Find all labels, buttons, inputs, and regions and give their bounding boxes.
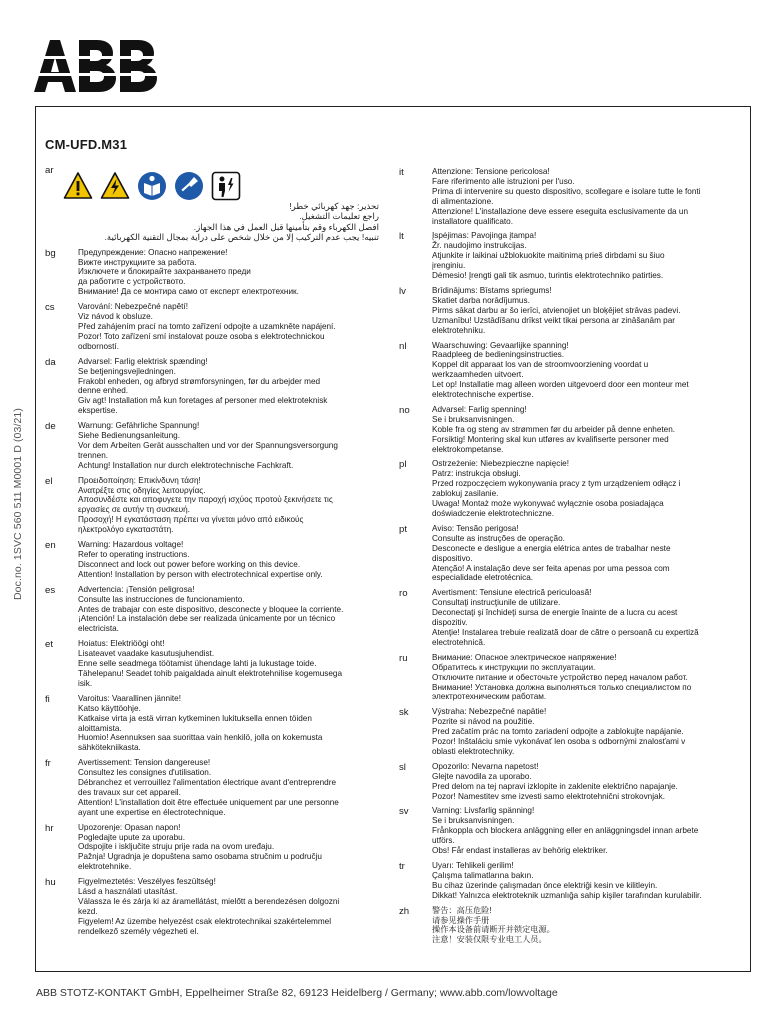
warning-entry-bg [45, 248, 397, 298]
warning-entry-fr [45, 758, 397, 817]
warning-text: Varování: Nebezpečné napětí! Viz návod k obsluze. Před zahájením prací na tomto zařízení odpojte a uzamkněte napájení. Pozor! Toto zařízení smí instalovat pouze osoba s elektrotechnickou odborností. [78, 302, 336, 351]
warning-text: Uyarı: Tehlikeli gerilim! Çalışma talimatlarına bakın. Bu cihaz üzerinde çalışmadan önce elektriği kesin ve kilitleyin. Dikkat! Yalnızca elektroteknik uzmanlığa sahip kişiler tarafından kurulabilir. [432, 861, 702, 900]
warning-entry-hr [45, 823, 397, 873]
product-title: CM-UFD.M31 [45, 137, 128, 152]
language-code: el [45, 475, 53, 487]
warning-entry-no [399, 405, 749, 455]
language-code: tr [399, 861, 405, 872]
warning-text: Výstraha: Nebezpečné napätie! Pozrite si návod na použitie. Pred začatím prác na tomto zariadení odpojte a zablokujte napájanie. Pozor! Inštaláciu smie vykonávať len osoba s odbornými znalosťami v oblasti elektrotechniky. [432, 707, 686, 756]
language-code: nl [399, 340, 407, 352]
abb-logo [34, 40, 158, 92]
warning-entry-hu [45, 877, 397, 936]
warning-entry-de [45, 421, 397, 471]
instruction-sheet [35, 106, 751, 972]
warning-entry-es [45, 585, 397, 635]
warning-text: Advarsel: Farlig spenning! Se i bruksanvisningen. Koble fra og steng av strømmen før du arbeider på denne enheten. Forsiktig! Montering skal kun utføres av kvalifiserte personer med elektrokompetanse. [432, 404, 676, 454]
warning-entry-cs [45, 302, 397, 352]
warning-entry-et [45, 639, 397, 689]
language-code: it [399, 167, 404, 178]
warning-text: Waarschuwing: Gevaarlijke spanning! Raadpleeg de bedieningsinstructies. Koppel dit apparaat los van de stroomvoorziening voordat u werkzaamheden uitvoert. Let op! Installatie mag alleen worden uitgevoerd door een monteur met elektrotechnische expertise. [432, 340, 689, 400]
warning-text: Varoitus: Vaarallinen jännite! Katso käyttöohje. Katkaise virta ja estä virran kytkeminen lukituksella ennen töiden aloittamista. Huomio! Asennuksen saa suorittaa vain henkilö, jolla on kokemusta sähkötekniikasta. [78, 693, 323, 753]
warning-entry-it [399, 167, 749, 226]
warning-entry-ro [399, 588, 749, 647]
warning-entry-pl [399, 459, 749, 518]
warning-text: 警告：高压危险! 请参见操作手册 操作本设备前请断开并锁定电源。 注意！安装仅限专业电工人员。 [432, 905, 555, 945]
language-code: no [399, 404, 410, 416]
language-code: sv [399, 806, 409, 818]
warning-text: Warnung: Gefährliche Spannung! Siehe Bedienungsanleitung. Vor dem Arbeiten Gerät ausschalten und vor der Spannungsversorgung trennen. Achtung! Installation nur durch elektrotechnische Fachkraft. [78, 421, 338, 470]
warning-text: Brīdinājums: Bīstams spriegums! Skatiet darba norādījumus. Pirms sākat darbu ar šo ierīci, atvienojiet un bloķējiet strāvas padevi. Uzmanību! Uzstādīšanu drīkst veikt tikai persona ar zināšanām par elektrotehniku. [432, 285, 681, 335]
footer-address: ABB STOTZ-KONTAKT GmbH, Eppelheimer Straße 82, 69123 Heidelberg / Germany; www.abb.com/lowvoltage [36, 987, 558, 999]
warning-entry-en [45, 540, 397, 580]
warning-text: Figyelmeztetés: Veszélyes feszültség! Lásd a használati utasítást. Válassza le és zárja ki az áramellátást, mielőtt a berendezésen dolgozni kezd. Figyelem! Az üzembe helyezést csak elektrotechnikai szakértelemmel rendelkező személy végezheti el. [78, 877, 340, 936]
language-code: fi [45, 693, 50, 705]
warning-entry-fi [45, 694, 397, 753]
warning-entry-nl [399, 341, 749, 400]
warning-entry-lt [399, 231, 749, 281]
warning-entry-tr [399, 861, 749, 901]
warning-entry-da [45, 357, 397, 416]
language-code: de [45, 421, 56, 433]
warning-text: تحذير: جهد كهربائي خطر! راجع تعليمات التشغيل. افصل الكهرباء وقم بتأمينها قبل العمل في هذا الجهاز. تنبيه! يجب عدم التركيب إلا من خلال شخص على دراية بمجال التقنية الكهربائية. [104, 201, 379, 243]
warning-text: Upozorenje: Opasan napon! Pogledajte upute za uporabu. Odspojite i isključite struju prije rada na ovom uređaju. Pažnja! Ugradnja je dopuštena samo osobama stručnim u području elektrotehnike. [78, 822, 322, 872]
warning-entry-lv [399, 286, 749, 336]
warning-entry-sl [399, 762, 749, 802]
warning-text: Advertencia: ¡Tensión peligrosa! Consulte las instrucciones de funcionamiento. Antes de trabajar con este dispositivo, desconecte y bloquee la corriente. ¡Atención! La instalación debe ser realizada únicamente por un técnico electricista. [78, 584, 344, 634]
warning-text: Предупреждение: Опасно напрежение! Вижте инструкциите за работа. Изключете и блокирайте захранването преди да работите с устройството. Внимание! Да се монтира само от експерт електротехник. [78, 247, 299, 297]
language-code: bg [45, 247, 56, 259]
language-code: ar [45, 165, 54, 176]
language-code: sl [399, 761, 406, 773]
warning-text: Varning: Livsfarlig spänning! Se i bruksanvisningen. Frånkoppla och blockera anläggning eller en anläggningsdel innan arbete utförs. Obs! Får endast installeras av behörig elektriker. [432, 806, 699, 856]
warning-text: Внимание: Опасное электрическое напряжение! Обратитесь к инструкции по эксплуатации. Отключите питание и обесточьте устройство перед началом работ. Внимание! Установка должна выполняться только специалистом по электротехническим работам. [432, 652, 692, 702]
language-code: en [45, 540, 56, 552]
document-number-text: Doc.no. 1SVC 560 511 M0001 D (03/21) [12, 408, 24, 600]
warning-text: Opozorilo: Nevarna napetost! Glejte navodila za uporabo. Pred delom na tej napravi izklopite in zaklenite električno napajanje. Pozor! Namestitev sme izvesti samo elektrotehnični strokovnjak. [432, 761, 678, 801]
warning-text: Hoiatus: Elektriöögi oht! Lisateavet vaadake kasutusjuhendist. Enne selle seadmega töötamist ühendage lahti ja lukustage toide. Tähelepanu! Seadet tohib paigaldada ainult elektrotehnilise kogemusega isik. [78, 639, 343, 688]
language-code: fr [45, 758, 51, 770]
language-code: sk [399, 707, 409, 719]
warning-text: Προειδοποίηση: Επικίνδυνη τάση! Ανατρέξτε στις οδηγίες λειτουργίας. Αποσυνδέστε και αποφυγετε την παροχή ισχύος προτού ξεκινήσετε τις εργασίες σε αυτήν τη συσκευή. Προσοχή! Η εγκατάσταση πρέπει να γίνεται μόνο από ειδικούς ηλεκτρολόγο εγκαταστάτη. [78, 475, 333, 535]
warning-text: Avertissement: Tension dangereuse! Consultez les consignes d'utilisation. Débranchez et verrouillez l'alimentation électrique avant d'entreprendre des travaux sur cet appareil. Attention! L'installation doit être effectuée uniquement par une personne ayant une expertise en électrotechnique. [78, 758, 339, 817]
warning-text: Avertisment: Tensiune electrică periculoasă! Consultaţi instrucţiunile de utilizare. Deconectaţi şi închideţi sursa de energie înainte de a lucra cu acest dispozitiv. Atenţie! Instalarea trebuie realizată doar de către o persoană cu expertiză electrotehnică. [432, 588, 699, 647]
language-code: lt [399, 231, 404, 243]
warning-text: Įspėjimas: Pavojinga įtampa! Žr. naudojimo instrukcijas. Atjunkite ir laikinai užblokuokite maitinimą prieš dirbdami su šiuo įrenginiu. Dėmesio! Įrengti gali tik asmuo, turintis elektrotechniko patirties. [432, 231, 665, 281]
language-code: zh [399, 905, 410, 917]
warning-entry-pt [399, 524, 749, 583]
language-code: pt [399, 523, 408, 535]
warnings-left-column [45, 165, 397, 942]
language-code: ru [399, 652, 408, 664]
language-code: es [45, 584, 56, 596]
warning-entry-sv [399, 806, 749, 856]
language-code: et [45, 639, 54, 651]
language-code: ro [399, 588, 408, 600]
language-code: lv [399, 285, 406, 297]
warnings-right-column [399, 167, 749, 950]
warning-entry-zh [399, 906, 749, 946]
language-code: hr [45, 822, 54, 834]
warning-text: Attenzione: Tensione pericolosa! Fare riferimento alle istruzioni per l'uso. Prima di intervenire su questo dispositivo, scollegare e isolare tutte le fonti di alimentazione. Attenzione! L'installazione deve essere eseguita esclusivamente da un installatore qualificato. [432, 167, 701, 226]
language-code: da [45, 356, 56, 368]
warning-text: Warning: Hazardous voltage! Refer to operating instructions. Disconnect and lock out power before working on this device. Attention! Installation by person with electrotechnical expertise only. [78, 540, 323, 579]
warning-text: Ostrzeżenie: Niebezpieczne napięcie! Patrz: instrukcja obsługi. Przed rozpoczęciem wykonywania pracy z tym urządzeniem odłącz i zablokuj zasilanie. Uwaga! Montaż może wykonywać wyłącznie osoba posiadająca doświadczenie elektrotechniczne. [432, 459, 681, 518]
warning-entry-el [45, 476, 397, 535]
warning-text: Advarsel: Farlig elektrisk spænding! Se betjeningsvejledningen. Frakobl enheden, og afbryd strømforsyningen, før du arbejder med denne enhed. Giv agt! Installation må kun foretages af personer med elektroteknisk ekspertise. [78, 356, 328, 416]
warning-entry-ar [45, 165, 397, 243]
warning-entry-ru [399, 653, 749, 703]
language-code: pl [399, 459, 407, 471]
warning-text: Aviso: Tensão perigosa! Consulte as instruções de operação. Desconecte e desligue a energia elétrica antes de trabalhar neste dispositivo. Atenção! A instalação deve ser feita apenas por uma pessoa com especialidade eletrotécnica. [432, 523, 671, 583]
language-code: cs [45, 302, 55, 314]
language-code: hu [45, 877, 56, 889]
warning-entry-sk [399, 707, 749, 757]
